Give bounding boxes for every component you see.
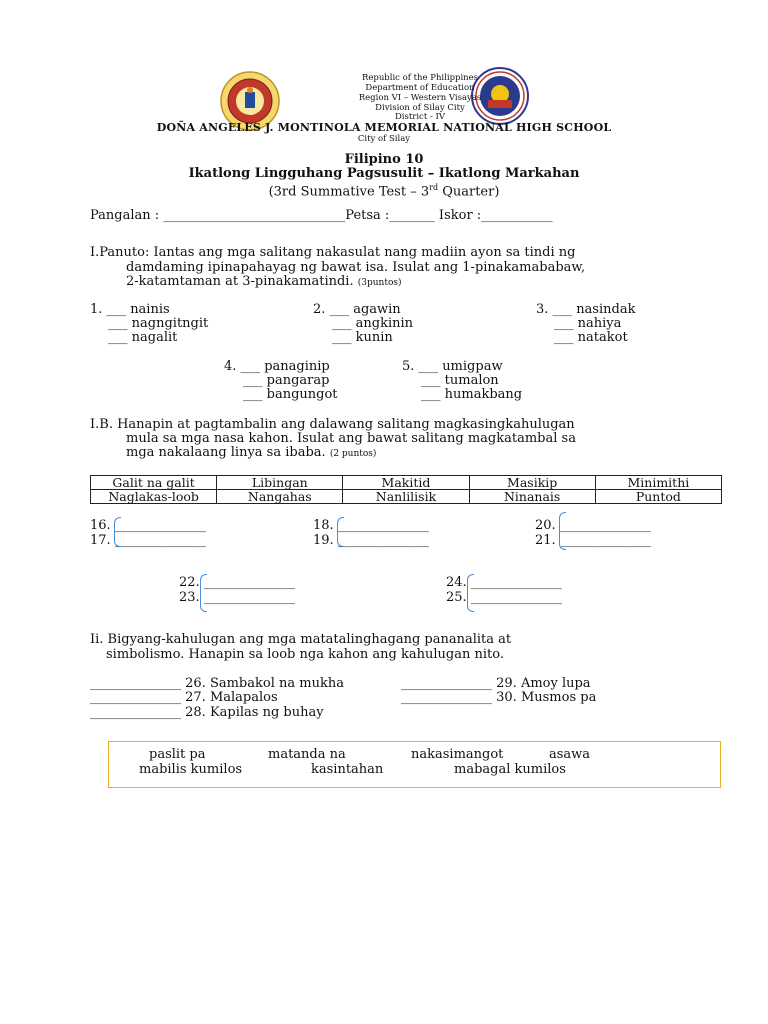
answer-24: 24. ______________: [446, 575, 562, 590]
answer-17: 17. ______________: [90, 533, 206, 548]
answer-20: 20. ______________: [535, 518, 651, 533]
bracket-22-23: [200, 574, 207, 612]
choice-paslit-pa: paslit pa: [149, 747, 206, 762]
item-3b: ___ nahiya: [554, 316, 622, 331]
answer-16: 16. ______________: [90, 518, 206, 533]
part1b-instruction-2: mula sa mga nasa kahon. Isulat ang bawat salitang magkatambal sa: [126, 431, 576, 446]
part2-instruction-1: Ii. Bigyang-kahulugan ang mga matatalinghagang pananalita at: [90, 632, 512, 647]
part1-instruction-3: 2-katamtaman at 3-pinakamatindi. (3puntos): [126, 274, 402, 289]
choice-mabagal-kumilos: mabagal kumilos: [454, 762, 566, 777]
item-29: ______________ 29. Amoy lupa: [401, 676, 591, 691]
part1-instruction-1: I.Panuto: Iantas ang mga salitang nakasulat nang madiin ayon sa tindi ng: [90, 245, 576, 260]
exam-title: Ikatlong Lingguhang Pagsusulit – Ikatlong Markahan: [188, 166, 580, 181]
item-27: ______________ 27. Malapalos: [90, 690, 278, 705]
choice-mabilis-kumilos: mabilis kumilos: [139, 762, 243, 777]
table-cell: Libingan: [217, 476, 343, 490]
bracket-18-19: [337, 517, 344, 547]
part1b-instruction-3: mga nakalaang linya sa ibaba. (2 puntos): [126, 445, 377, 460]
item-5b: ___ tumalon: [421, 373, 499, 388]
table-cell: Makitid: [343, 476, 469, 490]
table-cell: Ninanais: [469, 490, 595, 504]
table-row: [91, 476, 722, 490]
choice-nakasimangot: nakasimangot: [411, 747, 504, 762]
answer-23: 23. ______________: [179, 590, 295, 605]
header-city: City of Silay: [357, 134, 411, 144]
item-1b: ___ nagngitngit: [108, 316, 209, 331]
table-cell: Nangahas: [217, 490, 343, 504]
table-cell: Nanlilisik: [343, 490, 469, 504]
choice-asawa: asawa: [549, 747, 591, 762]
student-info-line: Pangalan : ____________________________Petsa :_______ Iskor :___________: [90, 208, 553, 223]
item-4c: ___ bangungot: [243, 387, 338, 402]
part1b-instruction-1: I.B. Hanapin at pagtambalin ang dalawang salitang magkasingkahulugan: [90, 417, 575, 432]
answer-18: 18. ______________: [313, 518, 429, 533]
item-2c: ___ kunin: [332, 330, 393, 345]
part1-instruction-2: damdaming ipinapahayag ng bawat isa. Isulat ang 1-pinakamababaw,: [126, 260, 586, 275]
item-1: 1. ___ nainis: [90, 302, 170, 317]
part2-instruction-2: simbolismo. Hanapin sa loob nga kahon ang kahulugan nito.: [106, 647, 504, 662]
answer-19: 19. ______________: [313, 533, 429, 548]
table-cell: Puntod: [595, 490, 721, 504]
header-department: Department of Education: [365, 83, 475, 93]
header-republic: Republic of the Philippines: [361, 73, 479, 83]
item-3c: ___ natakot: [554, 330, 628, 345]
table-row: [91, 490, 722, 504]
header-district: District - IV: [394, 112, 446, 122]
exam-subtitle: (3rd Summative Test – 3rd Quarter): [268, 183, 500, 200]
answer-22: 22. ______________: [179, 575, 295, 590]
header-region: Region VI – Western Visayas: [358, 93, 482, 103]
item-3: 3. ___ nasindak: [536, 302, 636, 317]
item-5: 5. ___ umigpaw: [402, 359, 503, 374]
item-1c: ___ nagalit: [108, 330, 178, 345]
subject-title: Filipino 10: [344, 152, 424, 167]
choice-matanda-na: matanda na: [268, 747, 346, 762]
table-cell: Minimithi: [595, 476, 721, 490]
answer-21: 21. ______________: [535, 533, 651, 548]
item-30: ______________ 30. Musmos pa: [401, 690, 597, 705]
table-cell: Galit na galit: [91, 476, 217, 490]
answer-25: 25. ______________: [446, 590, 562, 605]
item-2: 2. ___ agawin: [313, 302, 401, 317]
word-box-table: [90, 475, 722, 504]
item-26: ______________ 26. Sambakol na mukha: [90, 676, 344, 691]
header-division: Division of Silay City: [375, 103, 465, 113]
choice-kasintahan: kasintahan: [311, 762, 384, 777]
item-28: ______________ 28. Kapilas ng buhay: [90, 705, 324, 720]
table-cell: Masikip: [469, 476, 595, 490]
school-name: DOÑA ANGELES J. MONTINOLA MEMORIAL NATIONAL HIGH SCHOOL: [156, 121, 612, 134]
bracket-20-21: [559, 512, 566, 550]
item-4: 4. ___ panaginip: [224, 359, 330, 374]
item-2b: ___ angkinin: [332, 316, 414, 331]
bracket-16-17: [114, 517, 121, 547]
item-4b: ___ pangarap: [243, 373, 330, 388]
table-cell: Naglakas-loob: [91, 490, 217, 504]
bracket-24-25: [467, 574, 474, 612]
item-5c: ___ humakbang: [421, 387, 523, 402]
